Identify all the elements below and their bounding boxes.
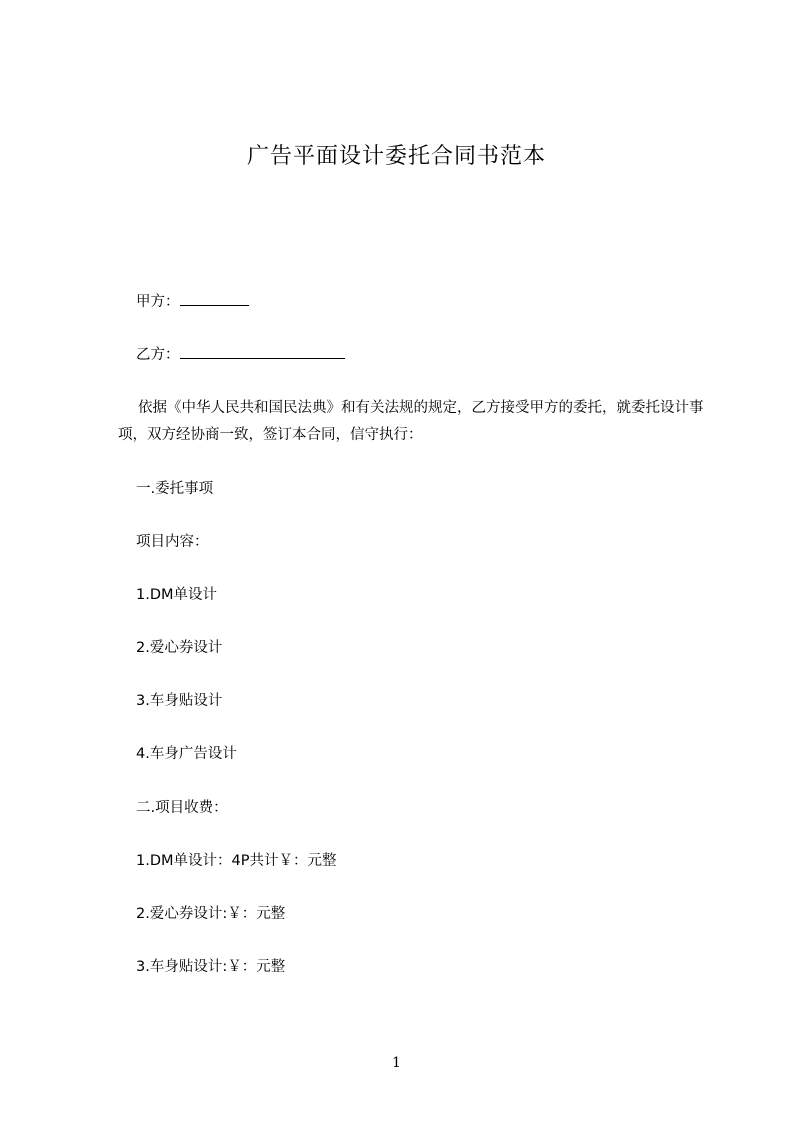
document-title: 广告平面设计委托合同书范本 (246, 144, 546, 169)
project-content-label: 项目内容： (136, 534, 209, 550)
party-a-line (136, 291, 249, 312)
section-heading: 一.委托事项 (136, 481, 214, 497)
preamble-paragraph: 依据《中华人民共和国民法典》和有关法规的规定，乙方接受甲方的委托，就委托设计事项，双方经协商一致，签订本合同，信守执行： (118, 400, 704, 443)
page-number: 1 (392, 1055, 401, 1071)
party-b-blank (180, 344, 345, 359)
fee-item: 3.车身贴设计:￥：元整 (136, 959, 286, 975)
fee-item: 2.爱心券设计:￥：元整 (136, 906, 286, 922)
list-item: 2.爱心券设计 (136, 640, 223, 656)
party-b-line (136, 344, 345, 365)
party-a-blank (180, 291, 249, 306)
list-item: 3.车身贴设计 (136, 693, 223, 709)
list-item: 4.车身广告设计 (136, 746, 237, 762)
section-heading: 二.项目收费： (136, 800, 228, 816)
party-a-label: 甲方： (136, 294, 180, 310)
fee-item: 1.DM单设计：4P共计￥：元整 (136, 853, 337, 869)
list-item: 1.DM单设计 (136, 587, 218, 603)
party-b-label: 乙方： (136, 347, 180, 363)
